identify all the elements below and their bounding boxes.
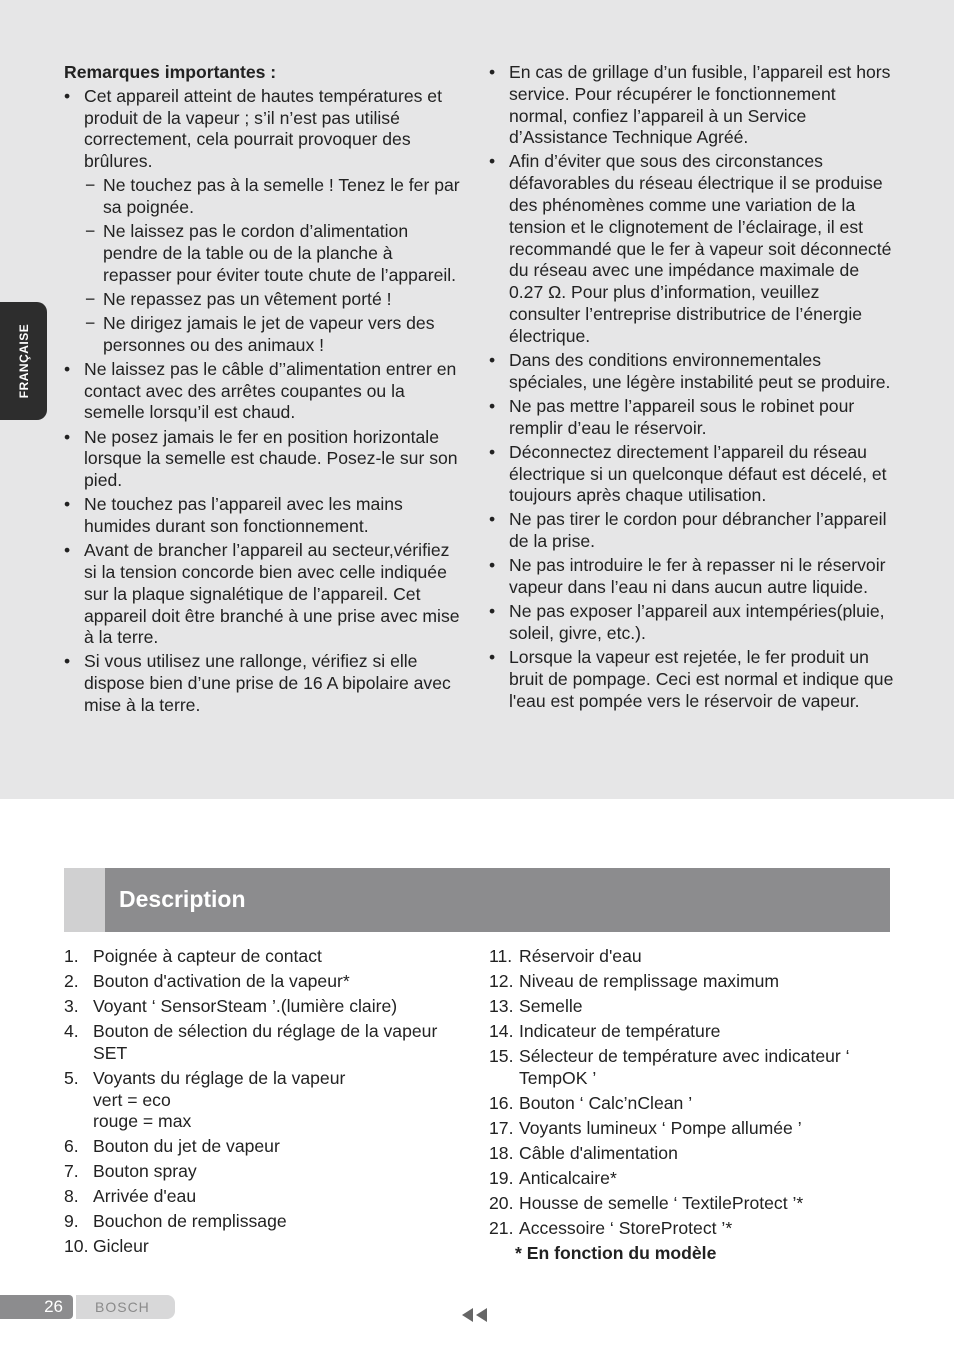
list-item: • Si vous utilisez une rallonge, vérifiez si elle dispose bien d’une prise de 16 A bipolaire avec mise à la terre. — [64, 651, 464, 716]
list-item: • Afin d’éviter que sous des circonstances défavorables du réseau électrique il se produise des phénomènes comme une variation de la tension et le clignotement de l’éclairage, il est recommandé que le fer à vapeur soit déconnecté du réseau avec une impédance maximale de 0.27 Ω. Pour plus d’information, veuillez consulter l’entreprise distributrice de l’énergie électrique. — [489, 151, 894, 347]
item-text: Bouton d'activation de la vapeur* — [93, 970, 350, 991]
sub-list-item: − Ne dirigez jamais le jet de vapeur vers des personnes ou des animaux ! — [84, 313, 464, 357]
item-text: Voyant ‘ SensorSteam ’.(lumière claire) — [93, 995, 398, 1016]
item-text: Voyants du réglage de la vapeur — [93, 1067, 346, 1088]
item-number: 4. — [64, 1020, 79, 1041]
remarks-right-column — [489, 62, 894, 715]
model-note: * En fonction du modèle — [515, 1242, 717, 1263]
item-number: 3. — [64, 995, 79, 1016]
item-text: Bouchon de remplissage — [93, 1211, 287, 1232]
remarks-left-column — [64, 62, 464, 719]
list-item: • Déconnectez directement l’appareil du réseau électrique si un quelconque défaut est décelé, et toujours après chaque utilisation. — [489, 442, 894, 507]
item-text: Indicateur de température — [519, 1020, 721, 1041]
list-item — [489, 971, 889, 993]
item-text: Bouton spray — [93, 1161, 197, 1182]
list-item — [64, 1236, 464, 1258]
item-number: 12. — [489, 970, 514, 991]
sub-list-item: − Ne repassez pas un vêtement porté ! — [84, 289, 464, 311]
parts-list — [64, 946, 464, 1258]
item-number: 10. — [64, 1236, 89, 1257]
item-number: 13. — [489, 995, 514, 1016]
list-item: • Lorsque la vapeur est rejetée, le fer produit un bruit de pompage. Ceci est normal et indique que l'eau est pompée vers le réservoir de vapeur. — [489, 647, 894, 712]
item-text: Bouton ‘ Calc’nClean ’ — [519, 1092, 693, 1113]
list-item: • Avant de brancher l’appareil au secteur,vérifiez si la tension concorde bien avec celle indiquée sur la plaque signalétique de l’appareil. Cet appareil doit être branché à une prise avec mise à la terre. — [64, 540, 464, 649]
item-subline: vert = eco — [93, 1089, 171, 1110]
list-item-text: Cet appareil atteint de hautes températures et produit de la vapeur ; s’il n’est pas utilisé correctement, cela pourrait provoquer des brûlures. — [84, 85, 442, 172]
item-number: 9. — [64, 1211, 79, 1232]
item-text: Voyants lumineux ‘ Pompe allumée ’ — [519, 1117, 802, 1138]
rewind-icon[interactable] — [462, 1308, 490, 1322]
item-number: 16. — [489, 1092, 514, 1113]
list-item: • En cas de grillage d’un fusible, l’appareil est hors service. Pour récupérer le fonctionnement normal, confiez l’appareil à un Service d’Assistance Technique Agréé. — [489, 62, 894, 149]
list-item — [64, 86, 464, 357]
parts-list — [489, 946, 889, 1239]
item-number: 1. — [64, 946, 79, 966]
item-text: Arrivée d'eau — [93, 1186, 197, 1207]
list-item — [489, 1118, 889, 1140]
brand-name: BOSCH — [95, 1299, 150, 1315]
section-title: Description — [119, 886, 246, 912]
item-text: Niveau de remplissage maximum — [519, 970, 780, 991]
item-number: 11. — [489, 946, 513, 966]
page-number-tab — [0, 1295, 73, 1319]
sub-list-item: − Ne laissez pas le cordon d’alimentation pendre de la table ou de la planche à repasser pour éviter toute chute de l’appareil. — [84, 221, 464, 286]
list-item — [489, 1218, 889, 1240]
list-item — [489, 1093, 889, 1115]
item-text: Housse de semelle ‘ TextileProtect ’* — [519, 1192, 804, 1213]
item-text: Semelle — [519, 995, 583, 1016]
list-item: • Ne touchez pas l’appareil avec les mains humides durant son fonctionnement. — [64, 494, 464, 538]
list-item — [64, 1186, 464, 1208]
language-tab-label: FRANÇAISE — [16, 323, 31, 399]
item-number: 15. — [489, 1045, 514, 1066]
item-number: 6. — [64, 1136, 79, 1157]
list-item — [64, 1068, 464, 1133]
list-item — [489, 1168, 889, 1190]
description-header-bar — [64, 868, 890, 932]
list-item — [64, 971, 464, 993]
list-item: • Ne laissez pas le câble d’’alimentation entrer en contact avec des arrêtes coupantes ou la semelle lorsqu’il est chaud. — [64, 359, 464, 424]
item-number: 8. — [64, 1186, 79, 1207]
page-number: 26 — [44, 1297, 63, 1316]
item-text: Sélecteur de température avec indicateur ‘ TempOK ’ — [519, 1045, 850, 1088]
parts-list-right — [489, 946, 889, 1264]
list-item — [64, 946, 464, 968]
list-item — [64, 1211, 464, 1233]
parts-list-left — [64, 946, 464, 1261]
list-item — [64, 1021, 464, 1065]
list-item: • Ne posez jamais le fer en position horizontale lorsque la semelle est chaude. Posez-le sur son pied. — [64, 427, 464, 492]
header-accent-block — [64, 868, 105, 932]
remarks-heading: Remarques importantes : — [64, 62, 277, 82]
brand-tab — [76, 1295, 175, 1319]
language-tab — [0, 302, 47, 420]
item-number: 7. — [64, 1161, 79, 1182]
list-item — [489, 1193, 889, 1215]
item-text: Bouton de sélection du réglage de la vapeur SET — [93, 1020, 438, 1063]
list-item — [64, 1161, 464, 1183]
item-number: 19. — [489, 1167, 514, 1188]
item-text: Bouton du jet de vapeur — [93, 1136, 280, 1157]
list-item — [489, 1143, 889, 1165]
sub-list — [84, 175, 464, 356]
item-text: Réservoir d'eau — [519, 946, 642, 966]
item-number: 17. — [489, 1117, 514, 1138]
list-item: • Ne pas mettre l’appareil sous le robinet pour remplir d’eau le réservoir. — [489, 396, 894, 440]
list-item — [64, 1136, 464, 1158]
list-item: • Ne pas introduire le fer à repasser ni le réservoir vapeur dans l’eau ni dans aucun autre liquide. — [489, 555, 894, 599]
list-item — [489, 1046, 889, 1090]
list-item: • Ne pas exposer l’appareil aux intempéries(pluie, soleil, givre, etc.). — [489, 601, 894, 645]
item-text: Gicleur — [93, 1236, 149, 1257]
item-number: 5. — [64, 1067, 79, 1088]
item-text: Anticalcaire* — [519, 1167, 617, 1188]
item-text: Accessoire ‘ StoreProtect ’* — [519, 1217, 733, 1238]
list-item: • Ne pas tirer le cordon pour débrancher l’appareil de la prise. — [489, 509, 894, 553]
list-item — [489, 946, 889, 968]
list-item — [64, 996, 464, 1018]
item-text: Câble d'alimentation — [519, 1142, 678, 1163]
list-item: • Dans des conditions environnementales spéciales, une légère instabilité peut se produire. — [489, 350, 894, 394]
remarks-left-list — [64, 86, 464, 717]
sub-list-item: − Ne touchez pas à la semelle ! Tenez le fer par sa poignée. — [84, 175, 464, 219]
item-number: 14. — [489, 1020, 514, 1041]
remarks-right-list — [489, 62, 894, 712]
item-number: 21. — [489, 1217, 514, 1238]
item-number: 18. — [489, 1142, 514, 1163]
item-number: 20. — [489, 1192, 514, 1213]
list-item — [489, 996, 889, 1018]
list-item — [489, 1021, 889, 1043]
item-text: Poignée à capteur de contact — [93, 946, 322, 966]
item-subline: rouge = max — [93, 1111, 192, 1132]
item-number: 2. — [64, 970, 79, 991]
